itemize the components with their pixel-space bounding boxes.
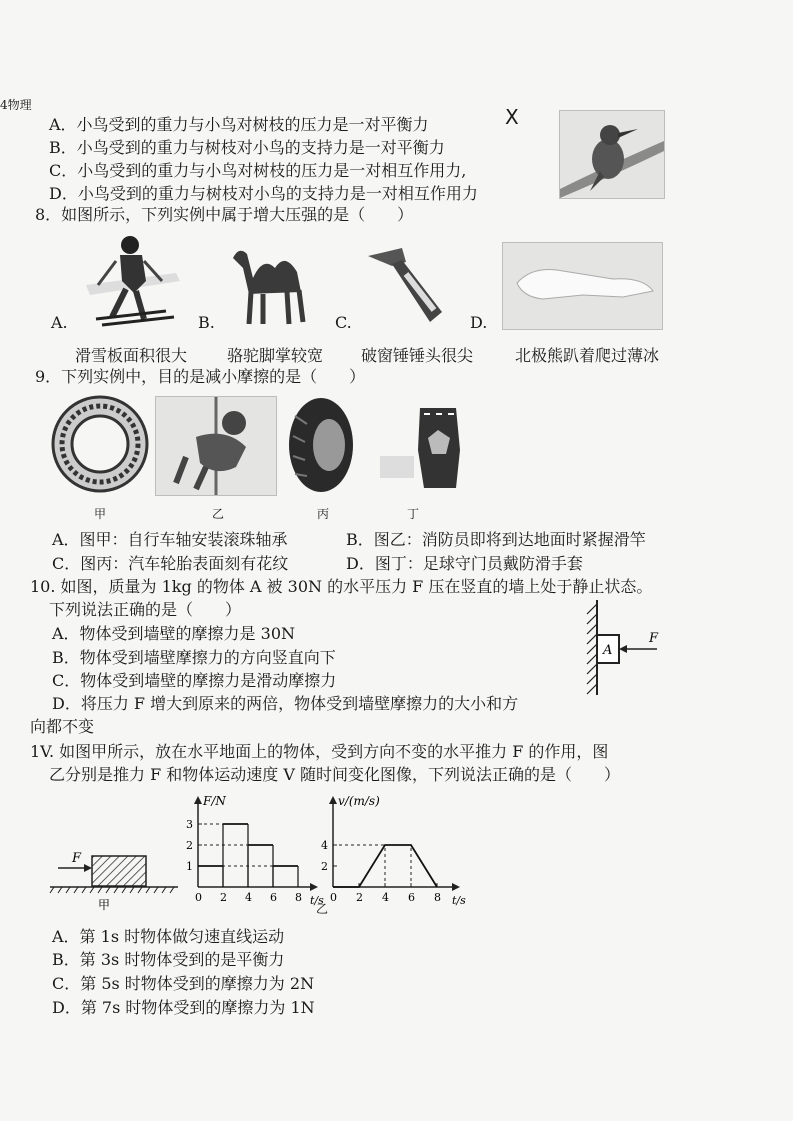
- f-x-tick-0: 0: [195, 891, 202, 904]
- v-x-tick-8: 8: [434, 891, 441, 904]
- handwritten-mark: X: [505, 105, 519, 129]
- q7-option-a: A．小鸟受到的重力与小鸟对树枝的压力是一对平衡力: [49, 115, 429, 134]
- q8-letter-c: C.: [335, 313, 352, 332]
- force-label: F: [649, 631, 659, 646]
- f-x-tick-6: 6: [270, 891, 277, 904]
- tire-image: [287, 396, 355, 494]
- q8-caption-a: 滑雪板面积很大: [75, 346, 188, 365]
- firefighter-photo: [155, 396, 277, 496]
- page-corner-tag: 4物理: [0, 98, 32, 112]
- q11-option-d: D．第 7s 时物体受到的摩擦力为 1N: [52, 998, 315, 1017]
- q11-stem-line1: 1V. 如图甲所示，放在水平地面上的物体，受到方向不变的水平推力 F 的作用，图: [30, 742, 609, 761]
- velocity-time-chart: [320, 792, 470, 910]
- q7-option-d: D．小鸟受到的重力与树枝对小鸟的支持力是一对相互作用力: [49, 184, 478, 203]
- v-y-arrow: [329, 796, 337, 804]
- q8-caption-c: 破窗锤锤头很尖: [361, 346, 474, 365]
- q9-label-ding: 丁: [407, 507, 420, 521]
- q10-option-c: C．物体受到墙壁的摩擦力是滑动摩擦力: [52, 671, 337, 690]
- q11-option-a: A．第 1s 时物体做匀速直线运动: [52, 927, 285, 946]
- v-x-tick-0: 0: [330, 891, 337, 904]
- v-x-arrow: [452, 883, 460, 891]
- q7-option-c: C．小鸟受到的重力与小鸟对树枝的压力是一对相互作用力,: [49, 161, 467, 180]
- v-y-tick-2: 2: [321, 860, 328, 873]
- q10-option-d-cont: 向都不变: [30, 717, 95, 736]
- f-y-tick-1: 1: [186, 860, 193, 873]
- f-y-tick-3: 3: [186, 818, 193, 831]
- q11-option-c: C．第 5s 时物体受到的摩擦力为 2N: [52, 974, 315, 993]
- q10-wall-figure: [585, 600, 675, 695]
- f-x-label: t/s: [310, 894, 324, 907]
- yi-label: 乙: [316, 902, 329, 916]
- q11-fig-jia: [48, 842, 182, 912]
- q9-label-jia: 甲: [94, 507, 107, 521]
- q9-option-a: A．图甲：自行车轴安装滚珠轴承: [52, 530, 288, 549]
- q10-option-d: D．将压力 F 增大到原来的两倍，物体受到墙壁摩擦力的大小和方: [52, 694, 519, 713]
- v-y-tick-4: 4: [321, 839, 328, 852]
- skier-image: [86, 233, 180, 327]
- q9-stem: 9．下列实例中，目的是减小摩擦的是（ ）: [35, 367, 366, 386]
- q8-letter-d: D.: [470, 313, 488, 332]
- q10-option-b: B．物体受到墙壁摩擦力的方向竖直向下: [52, 648, 336, 667]
- polar-bear-photo: [502, 242, 663, 330]
- q8-caption-b: 骆驼脚掌较宽: [227, 346, 324, 365]
- force-time-chart: [180, 792, 325, 910]
- v-x-tick-4: 4: [382, 891, 389, 904]
- f-x-tick-4: 4: [245, 891, 252, 904]
- q9-label-bing: 丙: [317, 507, 330, 521]
- jia-label: 甲: [98, 898, 111, 912]
- q9-option-d: D．图丁：足球守门员戴防滑手套: [346, 554, 583, 573]
- q8-letter-a: A.: [51, 313, 68, 332]
- f-y-tick-2: 2: [186, 839, 193, 852]
- q11-stem-line2: 乙分别是推力 F 和物体运动速度 V 随时间变化图像，下列说法正确的是（ ）: [49, 765, 621, 784]
- q8-caption-d: 北极熊趴着爬过薄冰: [515, 346, 660, 365]
- q7-option-b: B．小鸟受到的重力与树枝对小鸟的支持力是一对平衡力: [49, 138, 445, 157]
- v-y-label: v/(m/s): [338, 794, 380, 808]
- v-x-tick-2: 2: [356, 891, 363, 904]
- bird-photo: [559, 110, 665, 199]
- glove-image: [380, 400, 466, 494]
- q10-stem-line2: 下列说法正确的是（ ）: [49, 600, 242, 619]
- q9-label-yi: 乙: [212, 507, 225, 521]
- v-x-label: t/s: [452, 894, 466, 907]
- v-x-tick-6: 6: [408, 891, 415, 904]
- q10-stem-line1: 10. 如图，质量为 1kg 的物体 A 被 30N 的水平压力 F 压在竖直的墙上处于静止状态。: [30, 577, 653, 596]
- f-x-tick-8: 8: [295, 891, 302, 904]
- q8-letter-b: B.: [198, 313, 215, 332]
- f-x-arrow: [310, 883, 318, 891]
- q11-option-b: B．第 3s 时物体受到的是平衡力: [52, 950, 285, 969]
- block-label: A: [603, 643, 613, 658]
- q9-option-c: C．图丙：汽车轮胎表面刻有花纹: [52, 554, 289, 573]
- f-y-arrow: [194, 796, 202, 804]
- hammer-image: [362, 240, 458, 332]
- q8-stem: 8．如图所示，下列实例中属于增大压强的是（ ）: [35, 205, 414, 224]
- f-x-tick-2: 2: [220, 891, 227, 904]
- bearing-image: [50, 394, 150, 494]
- q9-option-b: B．图乙：消防员即将到达地面时紧握滑竿: [346, 530, 646, 549]
- f-y-label: F/N: [203, 794, 226, 808]
- jia-force-label: F: [72, 851, 82, 866]
- camel-image: [229, 238, 321, 330]
- q10-option-a: A．物体受到墙壁的摩擦力是 30N: [52, 624, 296, 643]
